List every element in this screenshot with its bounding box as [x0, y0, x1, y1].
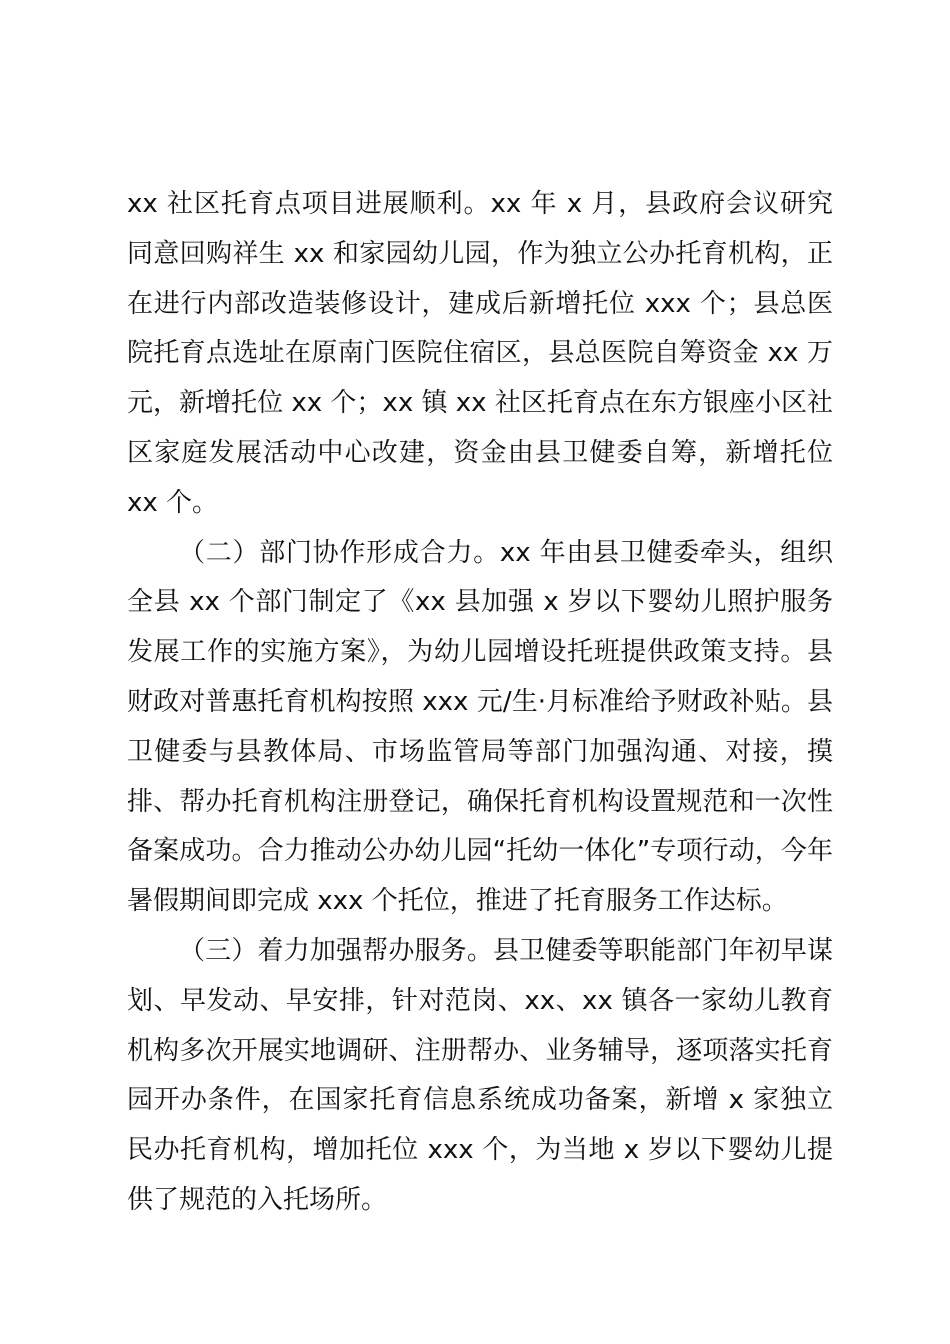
paragraph-project-progress: xx 社区托育点项目进展顺利。xx 年 x 月，县政府会议研究同意回购祥生 xx 和家园幼儿园，作为独立公办托育机构，正在进行内部改造装修设计，建成后新增托位 xxx 个；县总医院托育点选址在原南门医院住宿区，县总医院自筹资金 xx 万元，新增托位 xx 个；xx 镇 xx 社区托育点在东方银座小区社区家庭发展活动中心改建，资金由县卫健委自筹，新增托位 xx 个。 — [127, 189, 833, 518]
document-body — [127, 180, 833, 1226]
paragraph-department-cooperation: （二）部门协作形成合力。xx 年由县卫健委牵头，组织全县 xx 个部门制定了《xx 县加强 x 岁以下婴幼儿照护服务发展工作的实施方案》，为幼儿园增设托班提供政策支持。县财政对普惠托育机构按照 xxx 元/生·月标准给予财政补贴。县卫健委与县教体局、市场监管局等部门加强沟通、对接，摸排、帮办托育机构注册登记，确保托育机构设置规范和一次性备案成功。合力推动公办幼儿园“托幼一体化”专项行动，今年暑假期间即完成 xxx 个托位，推进了托育服务工作达标。 — [127, 537, 833, 917]
paragraph-assistance-services: （三）着力加强帮办服务。县卫健委等职能部门年初早谋划、早发动、早安排，针对范岗、xx、xx 镇各一家幼儿教育机构多次开展实地调研、注册帮办、业务辅导，逐项落实托育园开办条件，在国家托育信息系统成功备案，新增 x 家独立民办托育机构，增加托位 xxx 个，为当地 x 岁以下婴幼儿提供了规范的入托场所。 — [127, 935, 833, 1215]
